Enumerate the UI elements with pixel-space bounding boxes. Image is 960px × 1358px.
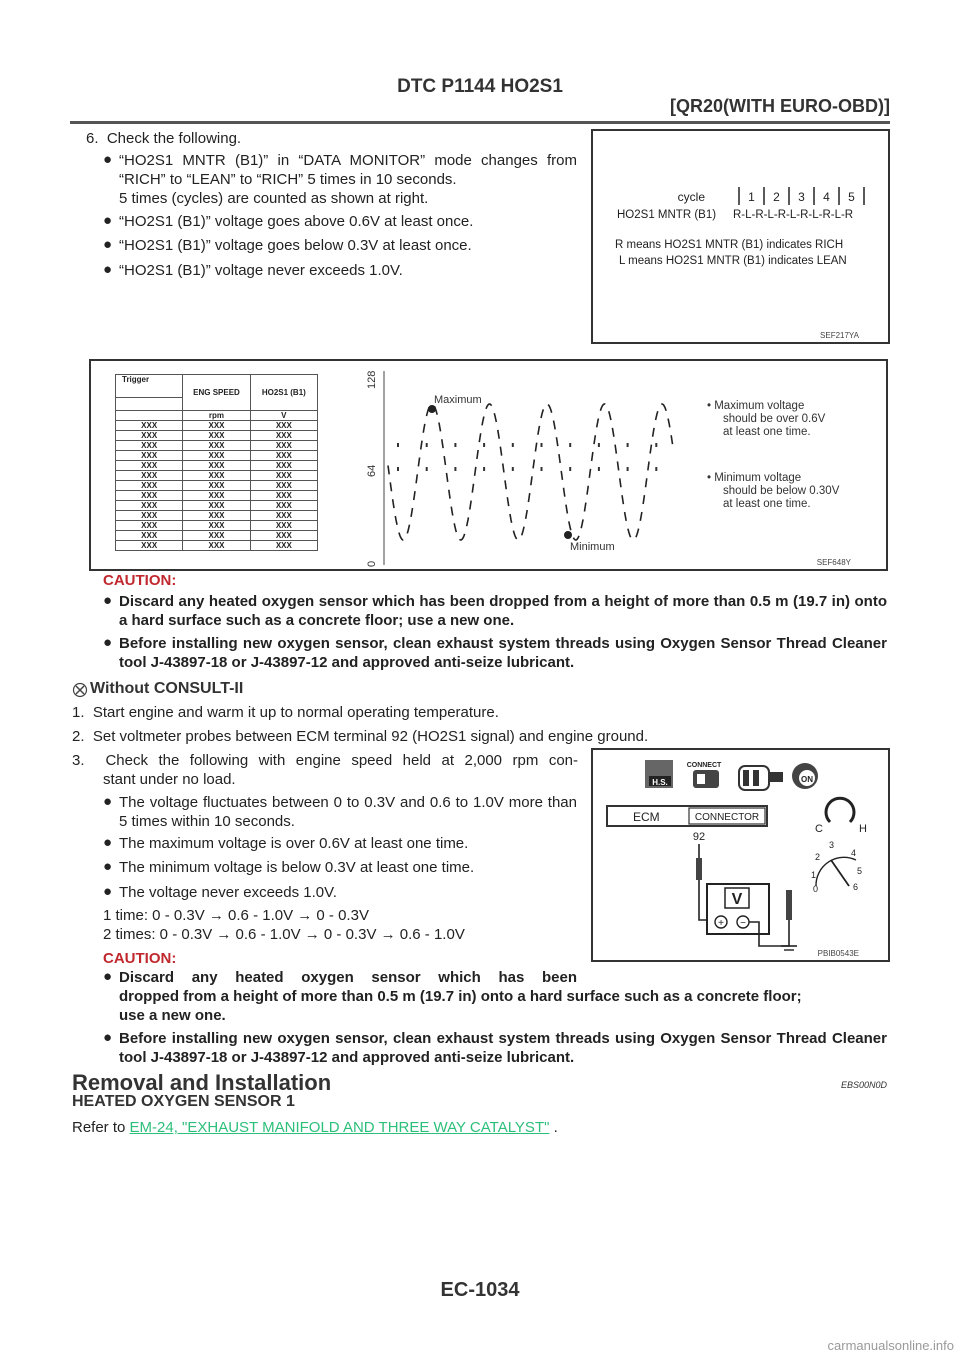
y-tick-128: 128 xyxy=(366,370,378,389)
svg-text:CONNECT: CONNECT xyxy=(686,762,722,769)
figure-voltmeter xyxy=(591,748,890,962)
step6-bullet-2: ● “HO2S1 (B1)” voltage goes above 0.6V at least once. xyxy=(103,212,474,230)
ecm-label: ECM xyxy=(633,810,660,824)
y-tick-0: 0 xyxy=(366,560,378,567)
without-step-2: 2. Set voltmeter probes between ECM terminal 92 (HO2S1 signal) and engine ground. xyxy=(72,728,649,745)
ground-probe xyxy=(786,890,792,920)
note-min-line1: • Minimum voltage xyxy=(707,472,802,484)
page-subtitle: [QR20(WITH EURO-OBD)] xyxy=(670,96,890,116)
em-24-link[interactable]: EM-24, "EXHAUST MANIFOLD AND THREE WAY CATALYST" xyxy=(129,1119,550,1136)
tach-1: 1 xyxy=(811,870,817,880)
note-min-line3: at least one time. xyxy=(723,498,811,510)
cycle-number: 1 xyxy=(748,190,755,204)
table-row: XXX XXX XXX xyxy=(116,481,318,491)
reference-dot xyxy=(426,467,428,471)
without-consult-heading: Without CONSULT-II xyxy=(90,680,244,697)
note-min-line2: should be below 0.30V xyxy=(723,485,840,497)
connector-label: CONNECTOR xyxy=(694,812,760,823)
label-maximum: Maximum xyxy=(434,394,482,406)
tach-6: 6 xyxy=(853,882,859,892)
tach-needle xyxy=(831,860,849,886)
tach-2: 2 xyxy=(815,852,821,862)
without-step-3-cont: stant under no load. xyxy=(103,771,236,788)
table-row: XXX XXX XXX xyxy=(116,541,318,551)
table-row: XXX XXX XXX xyxy=(116,471,318,481)
header-rule xyxy=(70,121,890,124)
table-row: XXX XXX XXX xyxy=(116,511,318,521)
reference-dot xyxy=(454,467,456,471)
bullet-icon: ● xyxy=(103,634,113,651)
reference-dot xyxy=(598,467,600,471)
cycle-number: 2 xyxy=(773,190,780,204)
reference-dot xyxy=(655,467,657,471)
reference-dot xyxy=(512,467,514,471)
subsection-heading: HEATED OXYGEN SENSOR 1 xyxy=(72,1093,295,1110)
ignition-on-icon xyxy=(792,763,818,789)
time-2: 2 times: 0 - 0.3V → 0.6 - 1.0V → 0 - 0.3V → 0.6 - 1.0V xyxy=(103,926,465,943)
tachometer-icon xyxy=(816,857,856,886)
reference-dot xyxy=(569,443,571,447)
section-heading: Removal and Installation xyxy=(72,1070,332,1095)
step6-note: 5 times (cycles) are counted as shown at right. xyxy=(119,190,429,207)
hs-label: H.S. xyxy=(652,778,668,787)
without-step-1: 1. Start engine and warm it up to normal operating temperature. xyxy=(72,704,499,721)
caution-item: ● Discard any heated oxygen sensor which has been dropped from a height of more than 0.5 m (19.7 in) onto a hard surface such as a concrete floor; use a new one. xyxy=(103,592,887,629)
mntr-label: HO2S1 MNTR (B1) xyxy=(617,209,717,221)
cycle-label: cycle xyxy=(677,190,705,204)
cycle-number: 4 xyxy=(823,190,830,204)
cycle-number: 5 xyxy=(848,190,855,204)
caution-label: CAUTION: xyxy=(103,950,177,967)
reference-dot xyxy=(627,467,629,471)
step6-bullet-3: ● “HO2S1 (B1)” voltage goes below 0.3V at least once. xyxy=(103,236,472,254)
tach-0: 0 xyxy=(813,884,819,894)
unit-v: V xyxy=(250,411,317,421)
sensor-connector-icon xyxy=(739,766,783,790)
bullet-icon: ● xyxy=(103,883,113,900)
reference-dot xyxy=(541,443,543,447)
refer-tail: . xyxy=(553,1119,558,1136)
table-row: XXX XXX XXX xyxy=(116,501,318,511)
voltmeter-v: V xyxy=(731,891,743,908)
table-row: XXX XXX XXX xyxy=(116,531,318,541)
figure-id: SEF217YA xyxy=(820,331,859,340)
bullet-icon: ● xyxy=(103,858,113,875)
without-step-3: 3. Check the following with engine speed held at 2,000 rpm con- xyxy=(72,752,578,769)
note-max-line2: should be over 0.6V xyxy=(723,413,826,425)
reference-dot xyxy=(397,443,399,447)
step6-intro: 6. Check the following. xyxy=(86,130,242,147)
connect-icon xyxy=(685,760,723,788)
bullet-icon: ● xyxy=(103,261,113,278)
gauge-h: H xyxy=(859,823,867,835)
bullet-icon: ● xyxy=(103,834,113,851)
cycle-diagram xyxy=(593,131,888,342)
caution-item: ● Before installing new oxygen sensor, clean exhaust system threads using Oxygen Sensor Thread Cleaner tool J-43897-18 or J-43897-12 and approved anti-seize lubricant. xyxy=(103,634,887,671)
reference-dot xyxy=(483,443,485,447)
note-lean: L means HO2S1 MNTR (B1) indicates LEAN xyxy=(619,255,847,267)
note-max-line1: • Maximum voltage xyxy=(707,400,805,412)
bullet-icon: ● xyxy=(103,1029,113,1046)
step6-bullet-4: ● “HO2S1 (B1)” voltage never exceeds 1.0V. xyxy=(103,261,403,279)
table-row: XXX XXX XXX xyxy=(116,521,318,531)
table-row: XXX XXX XXX xyxy=(116,491,318,501)
bullet-icon: ● xyxy=(103,592,113,609)
svg-text:ON: ON xyxy=(801,775,813,784)
reference-dot xyxy=(627,443,629,447)
section-code: EBS00N0D xyxy=(840,1080,887,1090)
tach-3: 3 xyxy=(829,840,835,850)
voltage-wave xyxy=(388,404,673,540)
table-row: XXX XXX XXX xyxy=(116,451,318,461)
tach-4: 4 xyxy=(851,848,857,858)
reference-dot xyxy=(397,467,399,471)
col-trigger: Trigger xyxy=(116,375,183,398)
reference-dot xyxy=(483,467,485,471)
caution-item-cont: use a new one. xyxy=(119,1007,226,1024)
table-row: XXX XXX XXX xyxy=(116,421,318,431)
probe xyxy=(696,858,702,880)
cycle-number: 3 xyxy=(798,190,805,204)
table-row: XXX XXX XXX xyxy=(116,461,318,471)
max-marker xyxy=(428,405,436,413)
col-ho2s1: HO2S1 (B1) xyxy=(250,375,317,411)
waveform-graph xyxy=(91,361,886,569)
bullet-icon: ● xyxy=(103,151,113,168)
bullet-icon: ● xyxy=(103,236,113,253)
figure-cycle-count xyxy=(591,129,890,344)
refer-text: Refer to xyxy=(72,1119,126,1136)
table-row: XXX XXX XXX xyxy=(116,441,318,451)
y-tick-64: 64 xyxy=(366,464,378,477)
reference-dot xyxy=(512,443,514,447)
reference-dot xyxy=(655,443,657,447)
figure-id: PBIB0543E xyxy=(817,949,859,958)
note-rich: R means HO2S1 MNTR (B1) indicates RICH xyxy=(615,239,844,251)
label-minimum: Minimum xyxy=(570,541,615,553)
tach-5: 5 xyxy=(857,866,863,876)
caution-label: CAUTION: xyxy=(103,572,177,589)
figure-id: SEF648Y xyxy=(816,558,851,567)
bullet-icon: ● xyxy=(103,212,113,229)
voltmeter-diagram xyxy=(593,750,888,960)
time-1: 1 time: 0 - 0.3V → 0.6 - 1.0V → 0 - 0.3V xyxy=(103,907,369,924)
step6-bullet-1: ● “HO2S1 MNTR (B1)” in “DATA MONITOR” mode changes from “RICH” to “LEAN” to “RICH” 5 times in 10 seconds. xyxy=(103,151,577,188)
temp-gauge-icon xyxy=(826,798,854,822)
page-number: EC-1034 xyxy=(440,1279,520,1301)
watermark: carmanualsonline.info xyxy=(827,1338,954,1353)
svg-text:−: − xyxy=(740,918,746,929)
reference-dot xyxy=(454,443,456,447)
col-eng-speed: ENG SPEED xyxy=(183,375,250,411)
caution-item: ● Discard any heated oxygen sensor which has been xyxy=(103,968,577,986)
min-marker xyxy=(564,531,572,539)
without-bullet-1: ● The voltage fluctuates between 0 to 0.3V and 0.6 to 1.0V more than 5 times within 10 seconds. xyxy=(103,793,577,830)
procedure-icon xyxy=(72,681,88,699)
unit-rpm: rpm xyxy=(183,411,250,421)
reference-dot xyxy=(569,467,571,471)
terminal-number: 92 xyxy=(692,831,706,843)
caution-item-cont: dropped from a height of more than 0.5 m (19.7 in) onto a hard surface such as a concrete floor; xyxy=(119,988,802,1005)
table-row: XXX XXX XXX xyxy=(116,431,318,441)
svg-text:+: + xyxy=(718,918,724,929)
bullet-icon: ● xyxy=(103,968,113,985)
page-title: DTC P1144 HO2S1 xyxy=(397,76,563,97)
without-bullet-3: ● The minimum voltage is below 0.3V at least one time. xyxy=(103,858,475,876)
reference-dot xyxy=(598,443,600,447)
bullet-icon: ● xyxy=(103,793,113,810)
without-bullet-2: ● The maximum voltage is over 0.6V at least one time. xyxy=(103,834,469,852)
gauge-c: C xyxy=(815,823,823,835)
caution-item: ● Before installing new oxygen sensor, clean exhaust system threads using Oxygen Sensor Thread Cleaner tool J-43897-18 or J-43897-12 and approved anti-seize lubricant. xyxy=(103,1029,887,1066)
figure-voltage-waveform xyxy=(89,359,888,571)
without-bullet-4: ● The voltage never exceeds 1.0V. xyxy=(103,883,337,901)
reference-dot xyxy=(541,467,543,471)
reference-dot xyxy=(426,443,428,447)
rich-lean-sequence: R-L-R-L-R-L-R-L-R-L-R xyxy=(733,209,854,221)
note-max-line3: at least one time. xyxy=(723,426,811,438)
refer-line xyxy=(72,1118,558,1137)
